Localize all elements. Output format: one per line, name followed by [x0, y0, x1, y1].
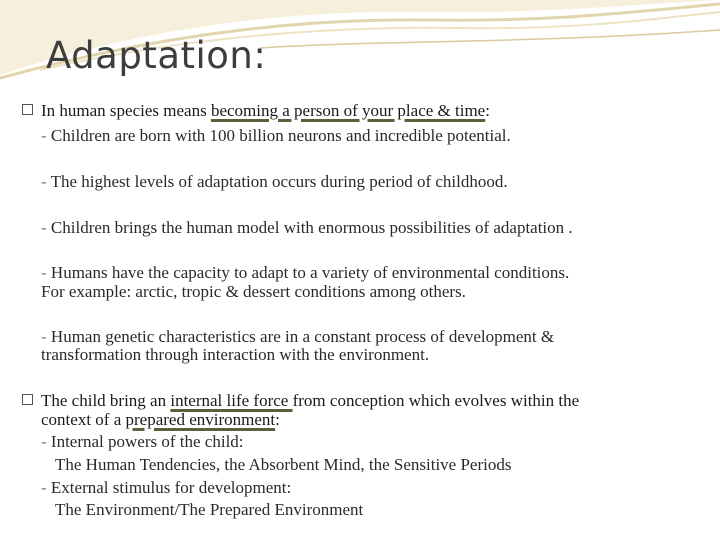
bullet-square-icon	[22, 104, 33, 115]
dash-marker: -	[41, 126, 51, 145]
dash-marker: -	[41, 327, 51, 346]
bullet-2-line2-lead: context of a	[41, 410, 126, 429]
sub-point-text: Children brings the human model with enormous possibilities of adaptation .	[50, 218, 573, 237]
sub-point-capacity-cont: For example: arctic, tropic & dessert conditions among others.	[41, 282, 466, 301]
sub-point-text: External stimulus for development:	[50, 478, 292, 497]
sub-point-capacity	[41, 263, 569, 282]
sub-point-text: Children are born with 100 billion neurons and incredible potential.	[50, 126, 511, 145]
external-stimulus-detail: The Environment/The Prepared Environment	[55, 500, 364, 519]
bullet-2-cont	[41, 410, 280, 429]
sub-point-human-model	[41, 218, 573, 237]
bullet-square-icon	[22, 394, 33, 405]
dash-marker: -	[41, 478, 51, 497]
bullet-2-line2-tail: :	[275, 410, 280, 429]
dash-marker: -	[41, 218, 51, 237]
bullet-2-underlined-1: internal life force	[170, 391, 293, 410]
sub-point-text: Internal powers of the child:	[50, 432, 244, 451]
bullet-2-lead: The child bring an	[41, 391, 171, 410]
sub-point-text: Human genetic characteristics are in a constant process of development &	[50, 327, 555, 346]
sub-point-neurons	[41, 126, 511, 145]
internal-powers-detail: The Human Tendencies, the Absorbent Mind, the Sensitive Periods	[55, 455, 512, 474]
external-stimulus-label	[41, 478, 291, 497]
dash-marker: -	[41, 172, 51, 191]
slide-title: Adaptation:	[46, 34, 267, 77]
sub-point-childhood	[41, 172, 508, 191]
dash-marker: -	[41, 432, 51, 451]
bullet-2	[41, 391, 579, 410]
bullet-2-underlined-2: prepared environment	[125, 410, 276, 429]
bullet-1-underlined: becoming a person of your place & time	[210, 101, 486, 120]
bullet-2-mid: from conception which evolves within the	[292, 391, 580, 410]
internal-powers-label	[41, 432, 244, 451]
bullet-1	[41, 101, 490, 120]
sub-point-genetic	[41, 327, 554, 346]
sub-point-text: The highest levels of adaptation occurs during period of childhood.	[50, 172, 508, 191]
bullet-1-lead: In human species means	[41, 101, 211, 120]
sub-point-text: Humans have the capacity to adapt to a variety of environmental conditions.	[50, 263, 570, 282]
bullet-1-tail: :	[485, 101, 490, 120]
dash-marker: -	[41, 263, 51, 282]
sub-point-genetic-cont: transformation through interaction with the environment.	[41, 345, 430, 364]
